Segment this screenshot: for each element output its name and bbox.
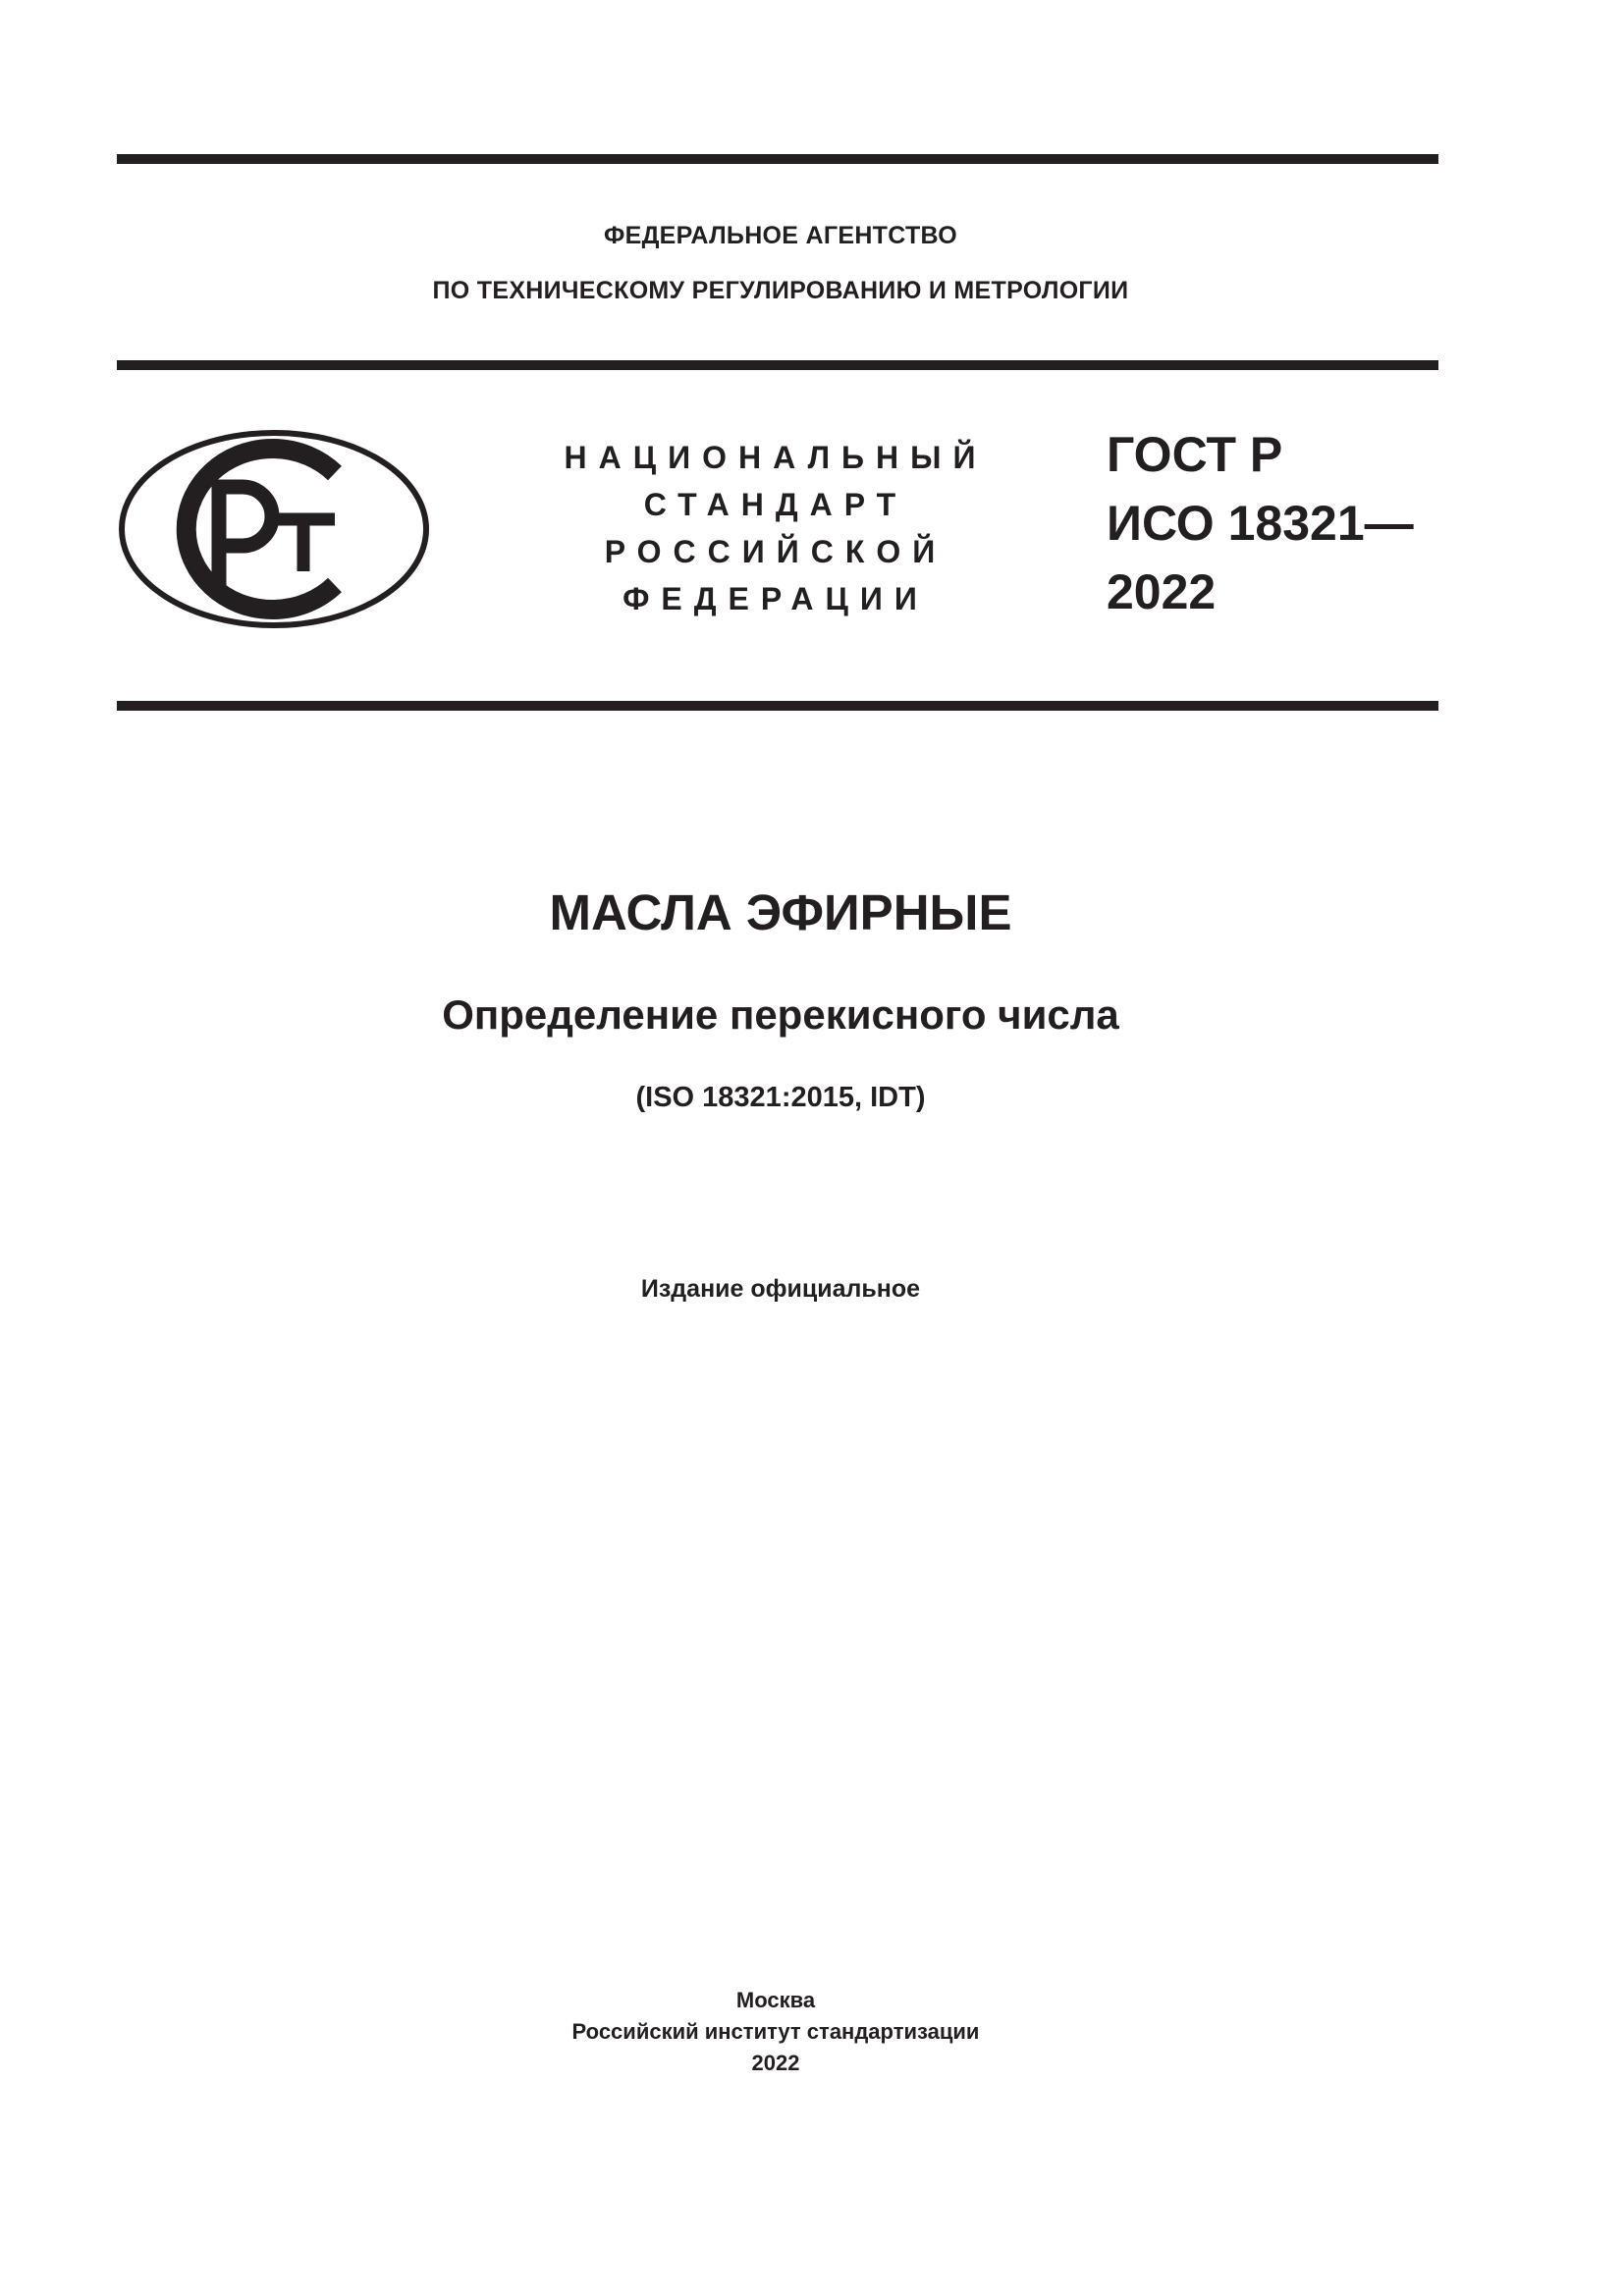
national-standard-label <box>530 434 1021 622</box>
national-standard-line-3: РОССИЙСКОЙ <box>604 534 947 569</box>
header-divider <box>117 360 1438 370</box>
standard-designation <box>1107 420 1414 626</box>
document-title: МАСЛА ЭФИРНЫЕ <box>549 884 1012 940</box>
imprint-year: 2022 <box>751 2051 800 2075</box>
imprint <box>0 1985 1551 2079</box>
document-subtitle: Определение перекисного числа <box>442 991 1119 1038</box>
national-standard-line-2: СТАНДАРТ <box>643 487 908 522</box>
top-divider <box>117 154 1438 164</box>
designation-line-1: ГОСТ Р <box>1107 427 1283 482</box>
edition-label: Издание официальное <box>640 1275 921 1303</box>
designation-line-3: 2022 <box>1107 564 1217 619</box>
agency-line-2: ПО ТЕХНИЧЕСКОМУ РЕГУЛИРОВАНИЮ И МЕТРОЛОГИИ <box>432 277 1129 304</box>
imprint-publisher: Российский институт стандартизации <box>571 2019 980 2044</box>
agency-line-1: ФЕДЕРАЛЬНОЕ АГЕНТСТВО <box>603 222 958 249</box>
iso-reference: (ISO 18321:2015, IDT) <box>635 1082 926 1113</box>
national-standard-line-1: НАЦИОНАЛЬНЫЙ <box>564 440 988 475</box>
rst-certification-mark-icon <box>117 428 431 630</box>
imprint-city: Москва <box>735 1988 816 2012</box>
national-standard-line-4: ФЕДЕРАЦИИ <box>623 581 929 616</box>
masthead-bottom-divider <box>117 701 1438 711</box>
designation-line-2: ИСО 18321— <box>1107 496 1414 551</box>
